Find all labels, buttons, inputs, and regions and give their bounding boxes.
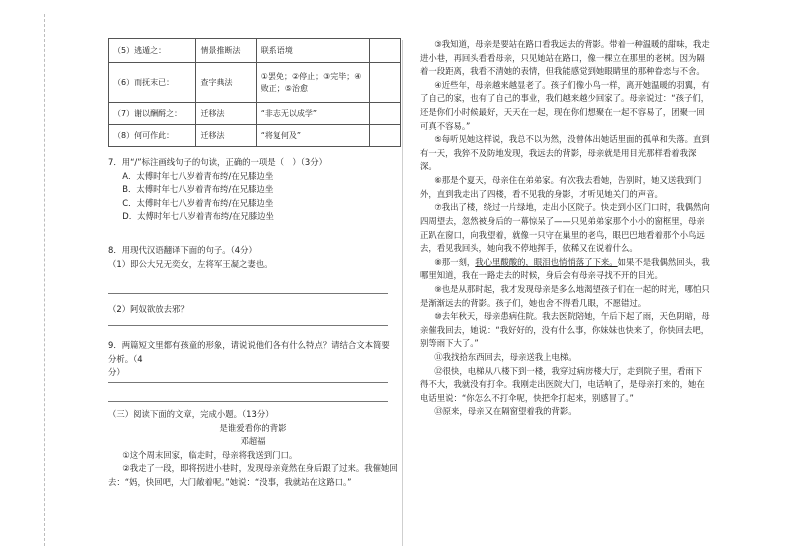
table-row: [109, 63, 401, 103]
table-cell-method: 迁移法: [196, 103, 256, 125]
paragraph-2: ②我走了一段，即将拐进小巷时，发现母亲竟然在身后跟了过来。我催她回去：“妈，快回吧，大门敞着呢。”她说：“没事，我就站在这路口。”: [108, 463, 398, 488]
option-c[interactable]: C．太傅时年七八岁着青布绔/在兄膝边坐: [122, 197, 274, 208]
paragraph-13: ⑬原来，母亲又在隔窗望着我的背影。: [434, 406, 577, 417]
paragraph-4: ④近些年，母亲越来越显老了。孩子们像小鸟一样，离开她温暖的羽翼，有了自己的家，也有了自己的事业，我们越来越少回家了。母亲说过：“孩子们，还是你们小时候最好，天天在一起，现在你们想聚在一起不容易了，团聚一回可真不容易。”: [420, 79, 710, 131]
question-stem-end: 分）: [108, 367, 125, 378]
answer-line[interactable]: [108, 401, 388, 402]
section-3: [108, 408, 398, 490]
option-b[interactable]: B．太傅时年七八岁着青布绔/在兄膝边坐: [122, 184, 274, 195]
answer-line[interactable]: [108, 325, 388, 326]
table-cell-method: 查字典法: [196, 63, 256, 103]
question-7: [108, 156, 398, 224]
table-row: [109, 125, 401, 147]
question-9: [108, 339, 398, 380]
paragraph-8-rest: 如果不是我偶然回头，我哪里知道，我在一路走去的时候，身后会有母亲寻找不开的目光。: [420, 256, 710, 281]
underlined-sentence: 我心里酸酸的，眼泪也悄悄落了下来。: [475, 256, 618, 267]
paragraph-3: ③我知道，母亲是要站在路口看我远去的背影。带着一种温暖的甜味，我走进小巷，再回头看看母亲，只见她站在路口，像一棵立在那里的老树。因为隔着一段距离，我看不清她的表情，但我能感觉到她眼睛里的那种眷恋与不舍。: [420, 39, 710, 77]
right-column: [420, 38, 710, 419]
table-cell-term: （5）逃遁之：: [109, 39, 196, 63]
paragraph-9: ⑨也是从那时起，我才发现母亲是多么地渴望孩子们在一起的时光，哪怕只是渐渐远去的背影。孩子们，她也舍不得看几眼，不愿错过。: [420, 283, 710, 308]
article-title: 是谁爱看你的背影: [219, 422, 287, 433]
question-stem: 9．两篇短文里都有孩童的形象，请说说他们各有什么特点？请结合文本简要分析。（4: [108, 340, 390, 364]
table-cell-term: （8）何可作此：: [109, 125, 196, 147]
table-row: [109, 103, 401, 125]
table-cell-term: （7）谢以酬酹之：: [109, 103, 196, 125]
table-cell-term: （6）而抚末已：: [109, 63, 196, 103]
paragraph-8: [420, 256, 710, 283]
question-8: [108, 244, 398, 271]
table-cell-meaning: 联系语境: [256, 39, 370, 63]
paragraph-11: ⑪我找拾东西回去，母亲送我上电梯。: [434, 352, 577, 363]
paragraph-6: ⑥那是个夏天，母亲住在弟弟家。有次我去看她，告别时，她又送我到门外，直到我走出了四楼，看不见我的身影，才听见她关门的声音。: [420, 175, 702, 199]
paragraph-10: ⑩去年秋天，母亲患病住院。我去医院陪她，午后下起了雨，天色阴暗，母亲催我回去，她说：“我好好的，没有什么事，你妹妹也快来了，你快回去吧，别等雨下大了。”: [420, 311, 710, 349]
question-stem: 8．用现代汉语翻译下面的句子。（4分）: [108, 245, 257, 255]
option-a[interactable]: A．太傅时年七八岁着青布绔/在兄膝边坐: [122, 170, 274, 181]
paragraph-8-start: ⑧那一刻，: [434, 256, 476, 267]
paragraph-7: ⑦我出了楼，绕过一片绿地，走出小区院子。快走到小区门口时，我偶然向四周望去，忽然被身后的一幕惊呆了——只见弟弟家那个小小的窗框里，母亲正趴在窗口，向我望着，就像一只守在巢里的老鸟，眼巴巴地看着那个小鸟远去，看见我回头，她向我不停地挥手，依稀又在说着什么。: [420, 202, 710, 254]
table-cell-answer[interactable]: [370, 103, 401, 125]
table-cell-answer[interactable]: [370, 39, 401, 63]
question-stem: 7．用“/”标注画线句子的句读，正确的一项是（ ）（3分）: [108, 157, 327, 167]
table-cell-meaning: “将复何及”: [256, 125, 370, 147]
paragraph-12: ⑫很快，电梯从八楼下到一楼，我穿过病房楼大厅，走到院子里，看雨下得不大，我就没有打伞。我刚走出医院大门，电话响了，是母亲打来的，她在电话里说：“你怎么不打伞呢，快把伞打起来，别感冒了。”: [420, 365, 705, 403]
answer-line[interactable]: [108, 293, 388, 294]
table-cell-meaning: “非志无以成学”: [256, 103, 370, 125]
sentence-1: （1）即公大兄无奕女，左将军王凝之妻也。: [108, 258, 273, 269]
binding-margin: [0, 0, 60, 560]
vocabulary-method-table: [108, 38, 401, 147]
paragraph-5: ⑤每听见她这样说，我总不以为然，没曾体出她话里面的孤单和失落。直到有一天，我猝不及防地发现，我远去的背影，母亲就是用目光那样看着我深深。: [420, 134, 710, 172]
column-divider: [402, 40, 403, 546]
table-cell-method: 迁移法: [196, 125, 256, 147]
table-row: [109, 39, 401, 63]
answer-line[interactable]: [108, 382, 388, 383]
table-cell-answer[interactable]: [370, 63, 401, 103]
article-author: 邓超福: [240, 436, 266, 447]
binding-dashed-line: [44, 14, 45, 546]
option-d[interactable]: D．太傅时年七八岁着青布绔/在兄膝边坐: [122, 211, 274, 222]
section-heading: （三）阅读下面的文章，完成小题。（13分）: [108, 409, 274, 419]
table-cell-meaning: ①罢免；②停止；③完毕；④败正；⑤治愈: [256, 63, 370, 103]
table-cell-method: 情景推断法: [196, 39, 256, 63]
paragraph-1: ①这个周末回家，临走时，母亲将我送到门口。: [122, 449, 298, 460]
table-cell-answer[interactable]: [370, 125, 401, 147]
sentence-2: （2）阿奴欲放去邪？: [108, 304, 189, 314]
question-8-sentence-2: [108, 303, 398, 317]
